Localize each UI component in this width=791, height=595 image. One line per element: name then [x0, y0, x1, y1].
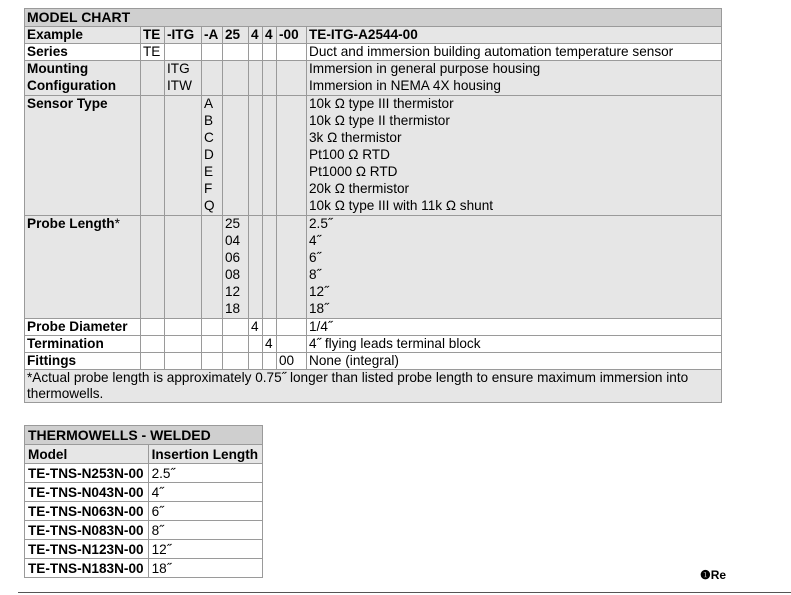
sensor-type-codes: A B C D E F Q: [202, 96, 223, 216]
thermowells-table: [24, 425, 263, 578]
thermowell-model: TE-TNS-N123N-00: [25, 540, 149, 559]
example-label: Example: [25, 27, 141, 44]
table-row: [25, 521, 263, 540]
mounting-label: Mounting Configuration: [25, 61, 141, 96]
termination-row: [25, 336, 722, 353]
sensor-type-descs: 10k Ω type III thermistor 10k Ω type II thermistor 3k Ω thermistor Pt100 Ω RTD Pt1000 Ω RTD 20k Ω thermistor 10k Ω type III with 11k Ω shunt: [307, 96, 722, 216]
termination-code: 4: [263, 336, 277, 353]
thermowell-model: TE-TNS-N043N-00: [25, 483, 149, 502]
table-row: [25, 464, 263, 483]
thermowell-length: 12˝: [148, 540, 262, 559]
thermowells-title: THERMOWELLS - WELDED: [25, 426, 263, 445]
thermowells-title-row: [25, 426, 263, 445]
sensor-type-row: [25, 96, 722, 216]
footer-divider: [18, 592, 791, 593]
example-row: [25, 27, 722, 44]
probe-diameter-row: [25, 319, 722, 336]
example-part: 4: [263, 27, 277, 44]
probe-length-descs: 2.5˝ 4˝ 6˝ 8˝ 12˝ 18˝: [307, 216, 722, 319]
table-row: [25, 559, 263, 578]
termination-desc: 4˝ flying leads terminal block: [307, 336, 722, 353]
example-part: 25: [223, 27, 249, 44]
thermowell-length: 6˝: [148, 502, 262, 521]
thermowell-model: TE-TNS-N083N-00: [25, 521, 149, 540]
column-header-model: Model: [25, 445, 149, 464]
probe-length-codes: 25 04 06 08 12 18: [223, 216, 249, 319]
table-row: [25, 502, 263, 521]
footnote-row: [25, 370, 722, 403]
thermowell-length: 2.5˝: [148, 464, 262, 483]
example-part: -A: [202, 27, 223, 44]
model-chart-title: MODEL CHART: [25, 9, 722, 27]
example-part: -00: [277, 27, 307, 44]
mounting-codes: ITG ITW: [165, 61, 202, 96]
example-full-model: TE-ITG-A2544-00: [307, 27, 722, 44]
table-row: [25, 540, 263, 559]
sensor-type-label: Sensor Type: [25, 96, 141, 216]
series-row: [25, 44, 722, 61]
thermowell-model: TE-TNS-N253N-00: [25, 464, 149, 483]
model-chart-title-row: [25, 9, 722, 27]
column-header-insertion-length: Insertion Length: [148, 445, 262, 464]
example-part: -ITG: [165, 27, 202, 44]
fittings-label: Fittings: [25, 353, 141, 370]
example-part: TE: [141, 27, 165, 44]
thermowell-model: TE-TNS-N183N-00: [25, 559, 149, 578]
thermowell-length: 4˝: [148, 483, 262, 502]
probe-diameter-code: 4: [249, 319, 263, 336]
table-row: [25, 483, 263, 502]
brand-logo: ❶Re: [700, 568, 727, 582]
thermowell-model: TE-TNS-N063N-00: [25, 502, 149, 521]
probe-diameter-label: Probe Diameter: [25, 319, 141, 336]
mounting-row: [25, 61, 722, 96]
series-code: TE: [141, 44, 165, 61]
model-chart-table: [24, 8, 722, 403]
probe-length-row: [25, 216, 722, 319]
probe-length-label: Probe Length*: [25, 216, 141, 319]
fittings-desc: None (integral): [307, 353, 722, 370]
series-label: Series: [25, 44, 141, 61]
fittings-code: 00: [277, 353, 307, 370]
footnote: *Actual probe length is approximately 0.75˝ longer than listed probe length to ensure maximum immersion into thermowells.: [25, 370, 722, 403]
thermowells-header-row: [25, 445, 263, 464]
fittings-row: [25, 353, 722, 370]
probe-diameter-desc: 1/4˝: [307, 319, 722, 336]
termination-label: Termination: [25, 336, 141, 353]
series-desc: Duct and immersion building automation temperature sensor: [307, 44, 722, 61]
thermowell-length: 18˝: [148, 559, 262, 578]
example-part: 4: [249, 27, 263, 44]
mounting-descs: Immersion in general purpose housing Immersion in NEMA 4X housing: [307, 61, 722, 96]
thermowell-length: 8˝: [148, 521, 262, 540]
